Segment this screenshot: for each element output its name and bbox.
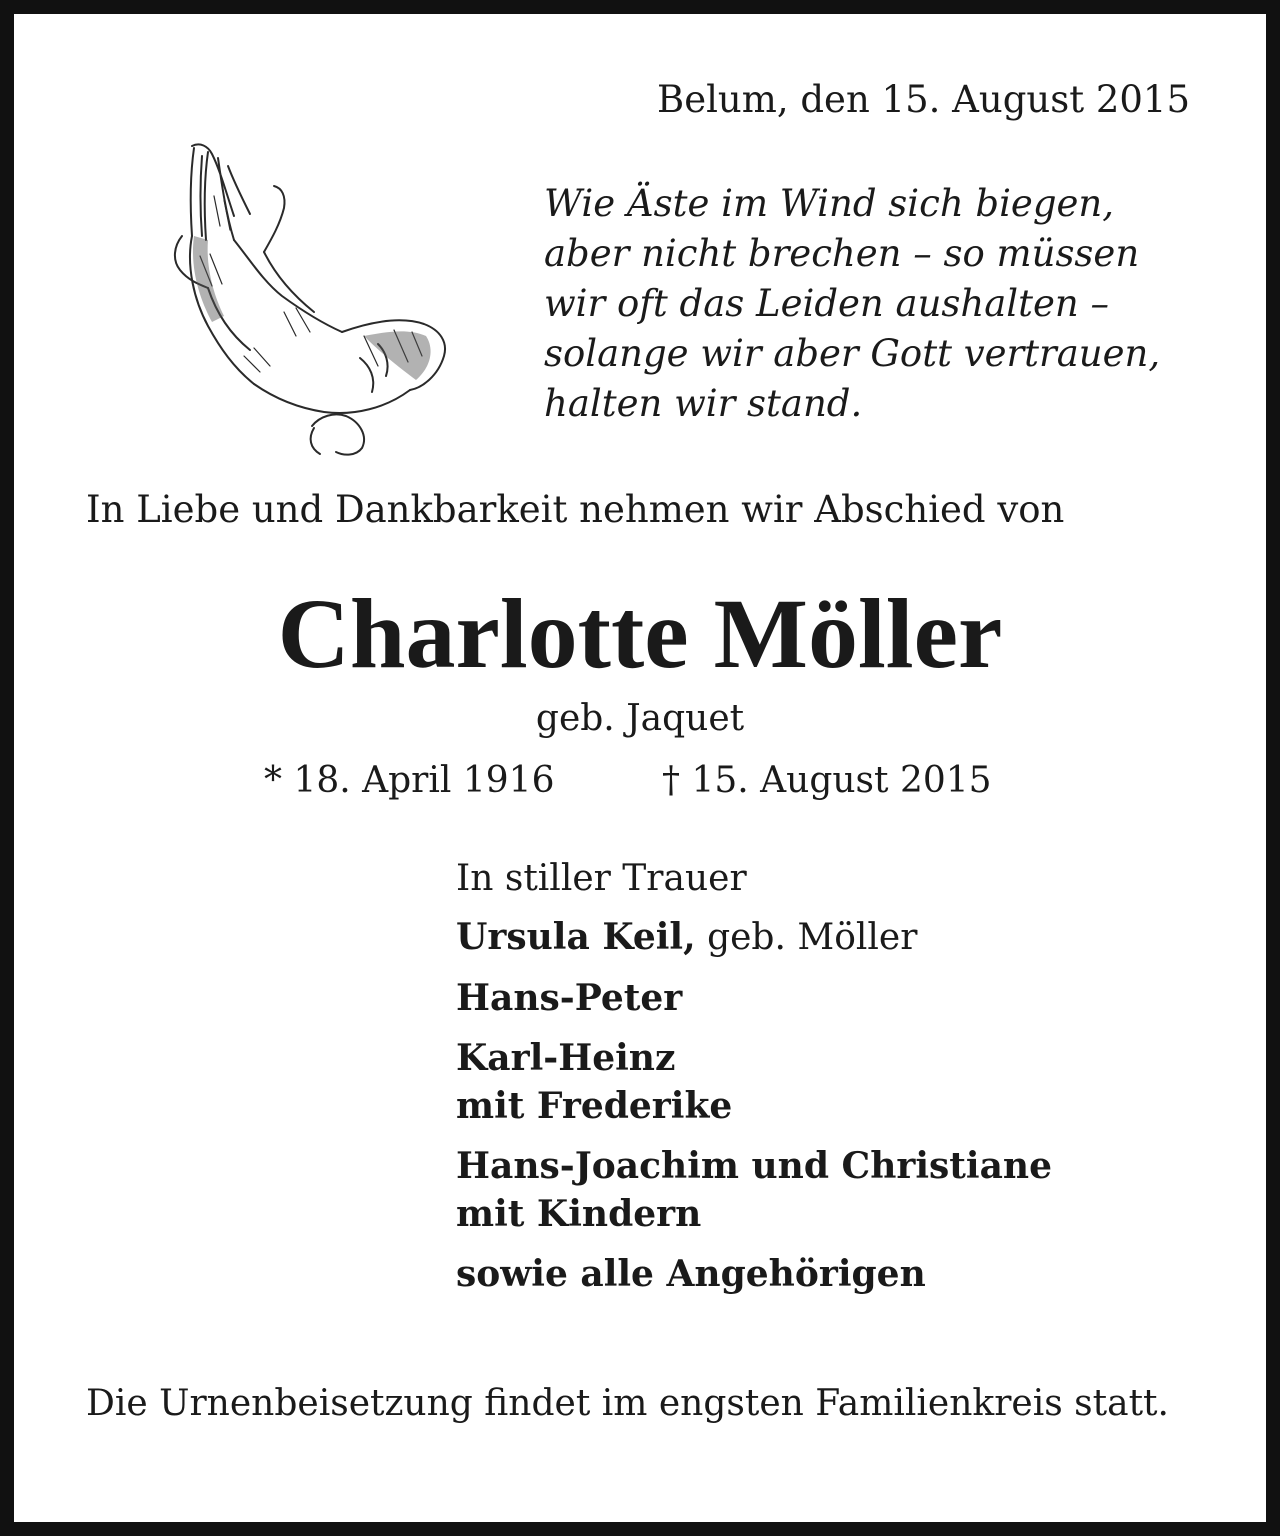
mourner-entry — [456, 1034, 1052, 1130]
verse-line: wir oft das Leiden aushalten – — [544, 282, 1109, 325]
mourner-entry — [456, 974, 1052, 1022]
place-date: Belum, den 15. August 2015 — [657, 78, 1190, 121]
mourner-companion: mit Kindern — [456, 1193, 702, 1235]
death-date: † 15. August 2015 — [662, 760, 992, 801]
relatives-line: sowie alle Angehörigen — [456, 1253, 926, 1295]
birth-date: * 18. April 1916 — [264, 760, 555, 801]
mourner-entry — [456, 1250, 1052, 1298]
mourner-companion: mit Frederike — [456, 1085, 733, 1127]
verse-line: aber nicht brechen – so müssen — [544, 232, 1140, 275]
mourner-name: Hans-Joachim und Christiane — [456, 1145, 1052, 1187]
mourner-name: Karl-Heinz — [456, 1037, 676, 1079]
mourner-suffix: geb. Möller — [695, 917, 918, 958]
urn-burial-notice: Die Urnenbeisetzung findet im engsten Familienkreis statt. — [86, 1383, 1169, 1424]
mourner-name: Ursula Keil, — [456, 916, 696, 958]
deceased-name: Charlotte Möller — [277, 578, 1003, 689]
mourner-name: Hans-Peter — [456, 977, 683, 1019]
maiden-name: geb. Jaquet — [535, 698, 745, 739]
mourners-block — [456, 858, 1052, 1310]
mourning-line: In stiller Trauer — [456, 858, 747, 899]
verse-line: solange wir aber Gott vertrauen, — [544, 332, 1161, 375]
verse-line: Wie Äste im Wind sich biegen, — [544, 182, 1114, 225]
mourner-entry — [456, 1142, 1052, 1238]
mourner-entry — [456, 913, 1052, 962]
praying-hands-icon — [164, 136, 454, 461]
verse-line: halten wir stand. — [544, 382, 863, 425]
intro-line: In Liebe und Dankbarkeit nehmen wir Abschied von — [86, 488, 1065, 531]
verse — [544, 179, 1160, 429]
